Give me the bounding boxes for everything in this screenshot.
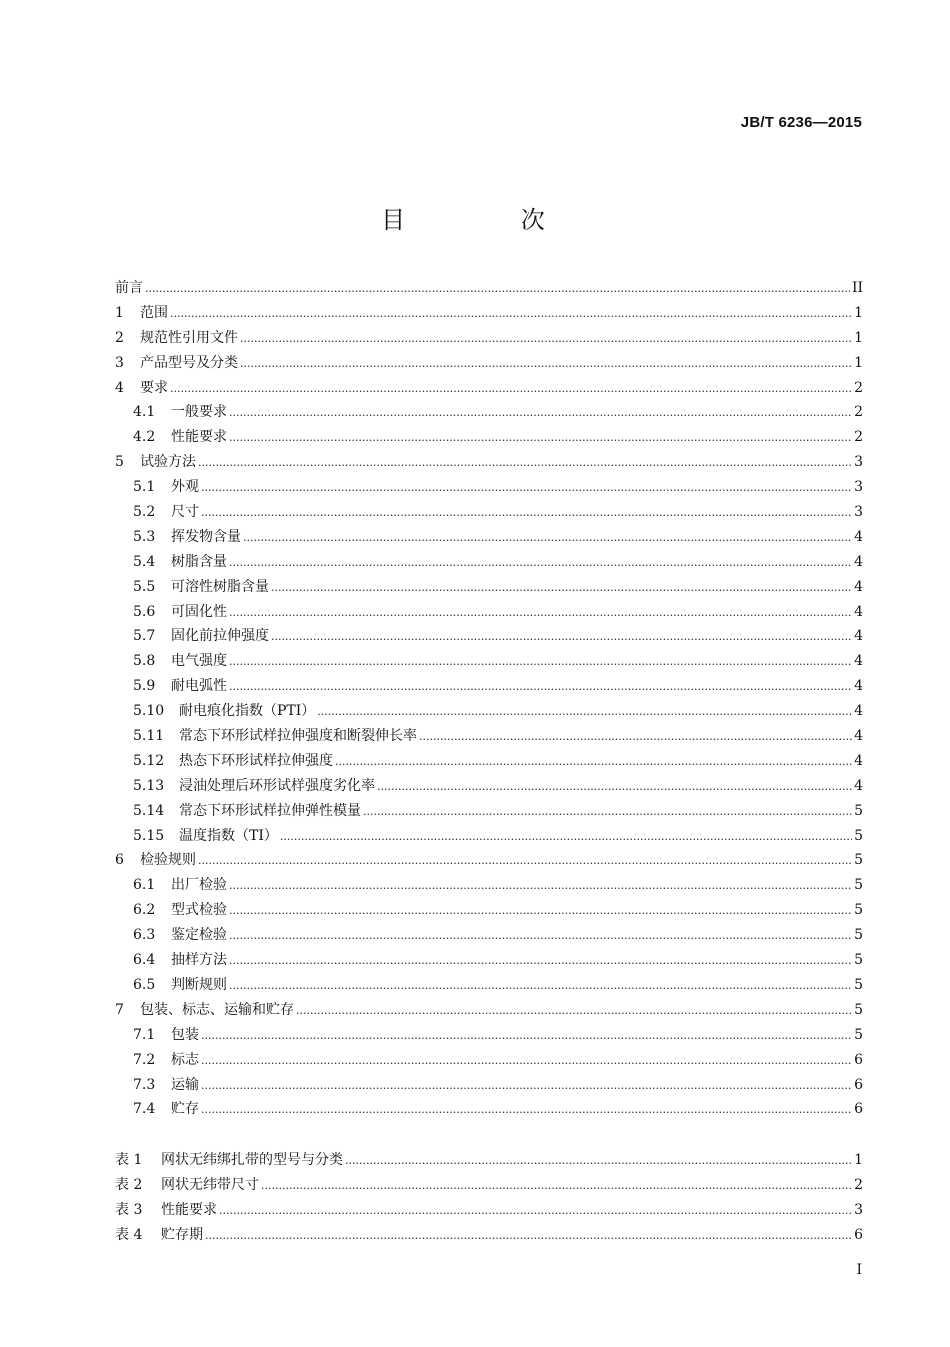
toc-entry-title: 电气强度 xyxy=(171,653,227,670)
list-of-tables xyxy=(115,1148,863,1248)
toc-entry[interactable] xyxy=(115,400,863,425)
dot-leader xyxy=(201,1024,852,1049)
toc-entry-page: 4 xyxy=(854,777,863,794)
toc-entry-number: 7.3 xyxy=(133,1076,156,1093)
dot-leader xyxy=(335,750,852,775)
toc-entry-number: 5.12 xyxy=(133,752,165,769)
toc-entry-page: 1 xyxy=(854,304,863,321)
toc-entry-number: 5.3 xyxy=(133,528,156,545)
dot-leader xyxy=(170,377,852,402)
toc-entry-title: 耐电弧性 xyxy=(171,678,227,695)
dot-leader xyxy=(243,526,852,551)
toc-entry-number: 5 xyxy=(115,454,124,471)
toc-entry-page: 5 xyxy=(854,927,863,944)
toc-entry-title: 运输 xyxy=(171,1076,199,1093)
toc-entry-title: 外观 xyxy=(171,479,199,496)
toc-entry-page: 5 xyxy=(854,952,863,969)
toc-entry[interactable] xyxy=(115,948,863,973)
toc-entry-number: 5.6 xyxy=(133,603,156,620)
table-list-title: 网状无纬绑扎带的型号与分类 xyxy=(161,1152,343,1168)
toc-entry-page: 5 xyxy=(854,976,863,993)
dot-leader xyxy=(229,899,852,924)
toc-entry-page: 6 xyxy=(854,1051,863,1068)
table-list-page: 3 xyxy=(854,1201,863,1218)
toc-entry-number: 4 xyxy=(115,379,124,396)
toc-entry-page: 3 xyxy=(854,454,863,471)
table-list-title: 性能要求 xyxy=(161,1201,217,1218)
toc-entry-title: 检验规则 xyxy=(140,852,196,869)
table-list-entry[interactable] xyxy=(115,1198,863,1223)
dot-leader xyxy=(271,625,852,650)
table-list-page: 6 xyxy=(854,1226,863,1243)
toc-entry-title: 可固化性 xyxy=(171,603,227,620)
toc-entry-number: 5.15 xyxy=(133,827,165,844)
dot-leader xyxy=(229,426,852,451)
toc-entry-number: 6.5 xyxy=(133,976,156,993)
toc-entry[interactable] xyxy=(115,699,863,724)
dot-leader xyxy=(198,849,852,874)
toc-entry[interactable] xyxy=(115,376,863,401)
dot-leader xyxy=(261,1174,852,1199)
toc-entry-page: 1 xyxy=(854,354,863,371)
toc-entry-page: 4 xyxy=(854,603,863,620)
toc-entry[interactable] xyxy=(115,973,863,998)
table-list-number: 表 4 xyxy=(115,1226,143,1243)
toc-entry-title: 出厂检验 xyxy=(171,877,227,894)
toc-entry-number: 7.1 xyxy=(133,1026,156,1043)
toc-entry[interactable] xyxy=(115,475,863,500)
toc-entry[interactable] xyxy=(115,624,863,649)
toc-entry-number: 5.13 xyxy=(133,777,165,794)
toc-entry-number: 5.4 xyxy=(133,553,156,570)
toc-entry-page: 5 xyxy=(854,852,863,869)
toc-entry-number: 2 xyxy=(115,329,124,346)
dot-leader xyxy=(363,800,852,825)
toc-entry-page: 2 xyxy=(854,429,863,446)
toc-entry-title: 包装 xyxy=(171,1026,199,1043)
toc-entry-title: 一般要求 xyxy=(171,404,227,421)
table-list-entry[interactable] xyxy=(115,1148,863,1173)
toc-entry-title: 鉴定检验 xyxy=(171,927,227,944)
toc-entry-number: 6.4 xyxy=(133,952,156,969)
toc-entry-title: 常态下环形试样拉伸强度和断裂伸长率 xyxy=(179,728,417,745)
toc-entry[interactable] xyxy=(115,1097,863,1122)
toc-entry-number: 5.11 xyxy=(133,728,165,745)
dot-leader xyxy=(345,1149,852,1174)
toc-entry-number: 5.5 xyxy=(133,578,156,595)
table-of-contents xyxy=(115,276,863,1122)
toc-entry-number: 5.9 xyxy=(133,678,156,695)
toc-entry-number: 5.14 xyxy=(133,802,165,819)
dot-leader xyxy=(229,924,852,949)
toc-entry-title: 耐电痕化指数（PTI） xyxy=(179,703,316,720)
toc-entry-number: 1 xyxy=(115,304,124,321)
toc-entry-number: 3 xyxy=(115,354,124,371)
toc-entry[interactable] xyxy=(115,799,863,824)
toc-entry-page: 3 xyxy=(854,504,863,521)
dot-leader xyxy=(219,1199,852,1224)
toc-entry-page: 5 xyxy=(854,877,863,894)
toc-entry-title: 要求 xyxy=(140,379,168,396)
toc-entry[interactable] xyxy=(115,425,863,450)
toc-entry-title: 试验方法 xyxy=(140,454,196,471)
dot-leader xyxy=(201,1098,852,1123)
toc-entry[interactable] xyxy=(115,600,863,625)
toc-entry-title: 贮存 xyxy=(171,1101,199,1118)
dot-leader xyxy=(229,551,852,576)
toc-entry-page: 4 xyxy=(854,653,863,670)
toc-entry-page: 4 xyxy=(854,728,863,745)
toc-entry-page: 6 xyxy=(854,1101,863,1118)
toc-entry-number: 6.2 xyxy=(133,902,156,919)
toc-entry-title: 树脂含量 xyxy=(171,553,227,570)
toc-entry-number: 7.4 xyxy=(133,1101,156,1118)
dot-leader xyxy=(240,352,852,377)
dot-leader xyxy=(271,576,852,601)
toc-entry-title: 性能要求 xyxy=(171,429,227,446)
toc-entry-page: 2 xyxy=(854,404,863,421)
toc-entry-title: 挥发物含量 xyxy=(171,528,241,545)
toc-entry[interactable] xyxy=(115,824,863,849)
dot-leader xyxy=(229,675,852,700)
dot-leader xyxy=(229,650,852,675)
toc-entry[interactable] xyxy=(115,276,863,301)
toc-entry-title: 型式检验 xyxy=(171,902,227,919)
toc-entry-page: II xyxy=(851,280,863,296)
dot-leader xyxy=(198,451,852,476)
toc-entry-page: 5 xyxy=(854,1026,863,1043)
toc-entry[interactable] xyxy=(115,575,863,600)
dot-leader xyxy=(205,1224,852,1249)
dot-leader xyxy=(201,501,852,526)
toc-entry-title: 固化前拉伸强度 xyxy=(171,628,269,645)
toc-entry-page: 4 xyxy=(854,628,863,645)
toc-entry-title: 规范性引用文件 xyxy=(140,329,238,346)
dot-leader xyxy=(229,601,852,626)
toc-entry[interactable] xyxy=(115,525,863,550)
toc-entry-page: 4 xyxy=(854,528,863,545)
toc-entry-page: 1 xyxy=(854,329,863,346)
toc-entry-title: 抽样方法 xyxy=(171,952,227,969)
dot-leader xyxy=(280,825,852,850)
dot-leader xyxy=(419,725,852,750)
toc-entry-number: 5.8 xyxy=(133,653,156,670)
toc-entry[interactable] xyxy=(115,998,863,1023)
toc-entry-title: 尺寸 xyxy=(171,504,199,521)
table-list-number: 表 1 xyxy=(115,1152,143,1168)
table-list-entry[interactable] xyxy=(115,1223,863,1248)
dot-leader xyxy=(229,949,852,974)
toc-entry-title: 可溶性树脂含量 xyxy=(171,578,269,595)
toc-entry-page: 5 xyxy=(854,827,863,844)
toc-entry-number: 4.1 xyxy=(133,404,156,421)
toc-entry[interactable] xyxy=(115,1073,863,1098)
toc-entry-title: 常态下环形试样拉伸弹性模量 xyxy=(179,802,361,819)
dot-leader xyxy=(229,401,852,426)
table-list-number: 表 2 xyxy=(115,1176,143,1193)
toc-entry-number: 5.2 xyxy=(133,504,156,521)
toc-entry-page: 2 xyxy=(854,379,863,396)
toc-entry-title: 范围 xyxy=(140,304,168,321)
dot-leader xyxy=(229,974,852,999)
toc-entry[interactable] xyxy=(115,724,863,749)
document-code: JB/T 6236—2015 xyxy=(740,114,862,131)
toc-entry-title: 判断规则 xyxy=(171,976,227,993)
table-list-entry[interactable] xyxy=(115,1173,863,1198)
toc-entry-page: 5 xyxy=(854,1001,863,1018)
toc-entry-number: 7 xyxy=(115,1001,124,1018)
toc-entry-number: 5.10 xyxy=(133,703,165,720)
toc-entry[interactable] xyxy=(115,873,863,898)
toc-entry-number: 4.2 xyxy=(133,429,156,446)
toc-entry[interactable] xyxy=(115,774,863,799)
toc-entry-page: 4 xyxy=(854,752,863,769)
table-list-title: 网状无纬带尺寸 xyxy=(161,1176,259,1193)
toc-entry[interactable] xyxy=(115,550,863,575)
toc-entry-title: 前言 xyxy=(115,280,143,296)
toc-entry-title: 浸油处理后环形试样强度劣化率 xyxy=(179,777,375,794)
toc-entry-page: 4 xyxy=(854,703,863,720)
toc-entry-title: 温度指数（TI） xyxy=(179,827,278,844)
toc-entry-title: 热态下环形试样拉伸强度 xyxy=(179,752,333,769)
toc-entry[interactable] xyxy=(115,301,863,326)
table-list-page: 1 xyxy=(854,1152,863,1168)
toc-entry-number: 6 xyxy=(115,852,124,869)
toc-entry[interactable] xyxy=(115,351,863,376)
toc-entry-page: 6 xyxy=(854,1076,863,1093)
toc-entry[interactable] xyxy=(115,326,863,351)
toc-entry[interactable] xyxy=(115,1023,863,1048)
toc-entry-page: 4 xyxy=(854,553,863,570)
toc-entry-page: 4 xyxy=(854,678,863,695)
toc-entry[interactable] xyxy=(115,1048,863,1073)
toc-entry[interactable] xyxy=(115,450,863,475)
toc-entry[interactable] xyxy=(115,749,863,774)
toc-entry-number: 6.1 xyxy=(133,877,156,894)
dot-leader xyxy=(296,999,852,1024)
dot-leader xyxy=(201,1049,852,1074)
toc-entry[interactable] xyxy=(115,848,863,873)
toc-entry-number: 5.1 xyxy=(133,479,156,496)
table-list-title: 贮存期 xyxy=(161,1226,203,1243)
toc-entry[interactable] xyxy=(115,649,863,674)
toc-entry-number: 6.3 xyxy=(133,927,156,944)
toc-entry[interactable] xyxy=(115,674,863,699)
toc-entry[interactable] xyxy=(115,923,863,948)
toc-entry[interactable] xyxy=(115,898,863,923)
dot-leader xyxy=(377,775,852,800)
toc-entry-title: 标志 xyxy=(171,1051,199,1068)
toc-entry-title: 产品型号及分类 xyxy=(140,354,238,371)
dot-leader xyxy=(145,277,850,302)
toc-entry-page: 5 xyxy=(854,802,863,819)
toc-entry-title: 包装、标志、运输和贮存 xyxy=(140,1001,294,1018)
dot-leader xyxy=(170,302,852,327)
page-title: 目 次 xyxy=(381,206,599,234)
toc-entry-page: 5 xyxy=(854,902,863,919)
dot-leader xyxy=(240,327,852,352)
toc-entry-page: 4 xyxy=(854,578,863,595)
toc-entry[interactable] xyxy=(115,500,863,525)
toc-entry-page: 3 xyxy=(854,479,863,496)
dot-leader xyxy=(229,874,852,899)
toc-entry-number: 5.7 xyxy=(133,628,156,645)
toc-entry-number: 7.2 xyxy=(133,1051,156,1068)
dot-leader xyxy=(201,476,852,501)
table-list-number: 表 3 xyxy=(115,1201,143,1218)
page-number: I xyxy=(856,1262,862,1278)
table-list-page: 2 xyxy=(854,1176,863,1193)
dot-leader xyxy=(317,700,852,725)
dot-leader xyxy=(201,1074,852,1099)
